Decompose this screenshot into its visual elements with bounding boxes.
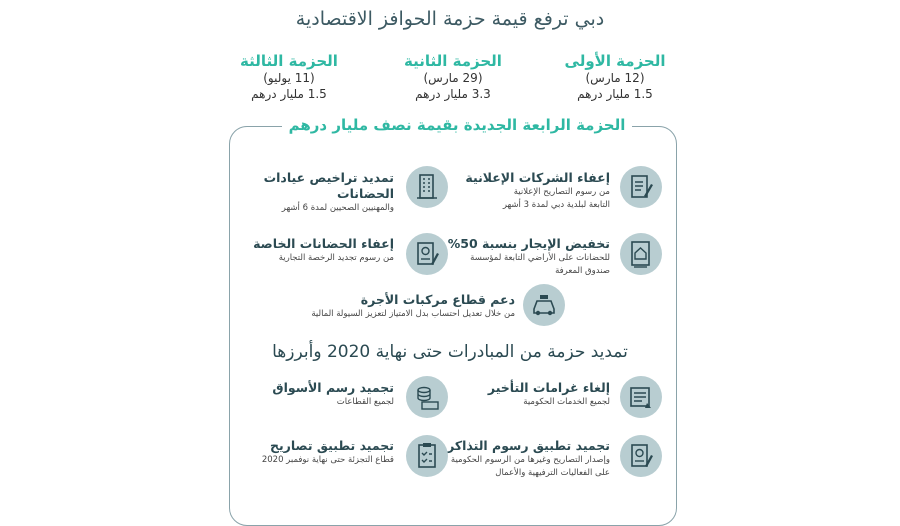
package-name: الحزمة الثالثة bbox=[240, 52, 338, 70]
package-value: 3.3 مليار درهم bbox=[415, 87, 491, 101]
clipboard-checklist-icon bbox=[406, 435, 448, 477]
fourth-package-title: الحزمة الرابعة الجديدة بقيمة نصف مليار درهم bbox=[282, 116, 632, 134]
item-clinics-licenses bbox=[220, 170, 394, 215]
item-late-fines bbox=[440, 380, 610, 409]
certificate-pen-icon bbox=[620, 435, 662, 477]
item-desc: صندوق المعرفة bbox=[555, 266, 610, 276]
document-pen-icon bbox=[620, 166, 662, 208]
item-taxi-support bbox=[300, 292, 515, 321]
item-advertising-exemption bbox=[440, 170, 610, 212]
item-desc: من رسوم تجديد الرخصة التجارية bbox=[278, 253, 394, 263]
package-second bbox=[368, 52, 538, 102]
item-rent-reduction bbox=[440, 236, 610, 278]
item-desc: وإصدار التصاريح وغيرها من الرسوم الحكومية bbox=[450, 455, 610, 465]
item-title: تجميد رسم الأسواق bbox=[272, 380, 394, 395]
item-title: إعفاء الشركات الإعلانية bbox=[465, 170, 610, 185]
package-name: الحزمة الثانية bbox=[404, 52, 502, 70]
item-markets-fee bbox=[220, 380, 394, 409]
item-desc: قطاع التجزئة حتى نهاية نوفمبر 2020 bbox=[261, 455, 394, 465]
item-desc: من خلال تعديل احتساب بدل الامتياز لتعزيز السيولة المالية bbox=[311, 309, 515, 319]
item-title: تمديد تراخيص عيادات الحضانات bbox=[263, 170, 394, 201]
item-title: تجميد تطبيق رسوم التذاكر bbox=[447, 438, 610, 453]
coins-cash-icon bbox=[406, 376, 448, 418]
certificate-pen-icon bbox=[406, 233, 448, 275]
item-desc: من رسوم التصاريح الإعلانية bbox=[513, 187, 610, 197]
page-title: دبي ترفع قيمة حزمة الحوافز الاقتصادية bbox=[295, 8, 605, 30]
package-name: الحزمة الأولى bbox=[564, 52, 666, 70]
item-desc: على الفعاليات الترفيهية والأعمال bbox=[495, 468, 610, 478]
item-desc: للحضانات على الأراضي التابعة لمؤسسة bbox=[470, 253, 610, 263]
package-date: (11 يوليو) bbox=[263, 71, 315, 85]
item-private-nurseries bbox=[220, 236, 394, 265]
item-title: إلغاء غرامات التأخير bbox=[487, 380, 610, 395]
item-title: تخفيض الإيجار بنسبة 50% bbox=[447, 236, 610, 251]
building-icon bbox=[406, 166, 448, 208]
item-desc: التابعة لبلدية دبي لمدة 3 أشهر bbox=[502, 200, 610, 210]
package-date: (12 مارس) bbox=[585, 71, 645, 85]
package-first bbox=[530, 52, 700, 102]
item-ticket-fees bbox=[440, 438, 610, 480]
item-retail-permits bbox=[220, 438, 394, 467]
item-desc: والمهنيين الصحيين لمدة 6 أشهر bbox=[281, 203, 394, 213]
item-title: تجميد تطبيق تصاريح bbox=[269, 438, 394, 453]
package-value: 1.5 مليار درهم bbox=[577, 87, 653, 101]
package-third bbox=[204, 52, 374, 102]
item-desc: لجميع القطاعات bbox=[336, 397, 394, 407]
item-title: إعفاء الحضانات الخاصة bbox=[253, 236, 394, 251]
item-desc: لجميع الخدمات الحكومية bbox=[523, 397, 610, 407]
house-document-icon bbox=[620, 233, 662, 275]
package-value: 1.5 مليار درهم bbox=[251, 87, 327, 101]
extension-title: تمديد حزمة من المبادرات حتى نهاية 2020 وأبرزها bbox=[272, 342, 628, 362]
taxi-icon bbox=[523, 284, 565, 326]
invoice-icon bbox=[620, 376, 662, 418]
item-title: دعم قطاع مركبات الأجرة bbox=[360, 292, 515, 307]
package-date: (29 مارس) bbox=[423, 71, 483, 85]
